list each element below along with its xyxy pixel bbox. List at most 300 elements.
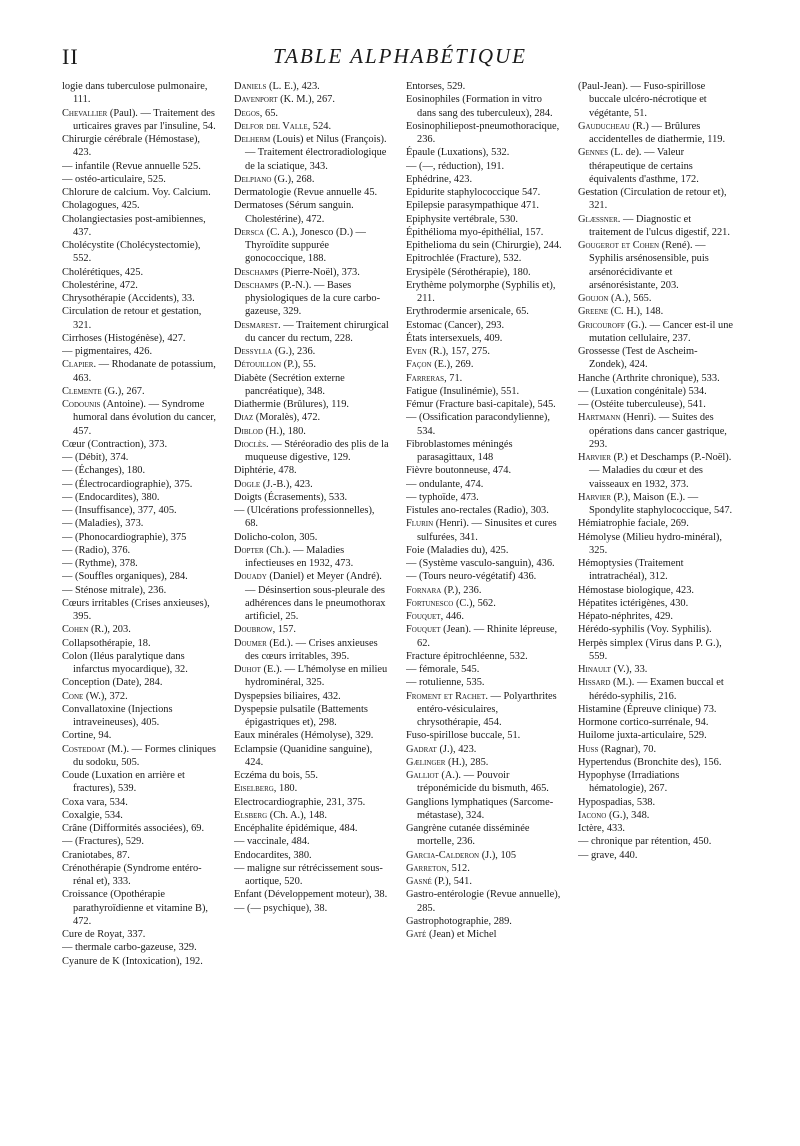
index-entry [62,941,218,954]
index-entry [578,769,734,796]
index-entry [406,478,562,491]
entry-author-name: Iacono [578,809,607,821]
entry-text: Cyanure de K (Intoxication), 192. [62,955,203,967]
entry-text: (Henri). — Suites des opérations dans cancer gastrique, 293. [589,412,727,450]
entry-text: Ganglions lymphatiques (Sarcome-métastase), 324. [406,796,554,821]
index-entry [62,279,218,292]
index-entry [406,186,562,199]
entry-author-name: Gælinger [406,756,446,768]
index-entry [578,319,734,346]
index-entry [406,398,562,411]
index-column-1 [62,80,218,1110]
index-entry [62,822,218,835]
index-entry [234,358,390,371]
index-entry [234,796,390,809]
index-entry [62,292,218,305]
index-entry [406,544,562,557]
index-entry [62,729,218,742]
entry-text: Eosinophiles (Formation in vitro dans sang des tuberculeux), 284. [406,94,553,119]
entry-author-name: Gauducheau [578,120,630,132]
index-entry [406,305,562,318]
index-entry [62,835,218,848]
index-entry [406,345,562,358]
entry-text: (J.-B.), 423. [260,478,313,490]
index-entry [578,835,734,848]
entry-text: Dyspepsies biliaires, 432. [234,690,341,702]
index-entry [62,849,218,862]
entry-text: Fatigue (Insulinémie), 551. [406,385,520,397]
entry-author-name: Clemente [62,385,102,397]
index-entry [406,676,562,689]
entry-text: (René). — Syphilis arsénosensible, puis arsénorécidivante et arsénorésistante, 203. [589,240,709,291]
entry-text: Eaux minérales (Hémolyse), 329. [234,730,374,742]
index-entry [234,743,390,770]
index-entry [234,769,390,782]
entry-text: Huilome juxta-articulaire, 529. [578,730,707,742]
entry-text: — (—, réduction), 191. [406,160,505,172]
entry-text: , 65. [259,107,278,119]
entry-text: Gangrène cutanée disséminée mortelle, 236. [406,823,530,848]
entry-text: États intersexuels, 409. [406,332,503,344]
entry-author-name: Galliot [406,770,439,781]
index-entry [578,517,734,530]
index-entry [406,915,562,928]
entry-author-name: Hinault [578,664,611,675]
entry-text: Diabète (Secrétion externe pancréatique), 348. [234,372,345,397]
entry-text: Ephédrine, 423. [406,173,473,185]
entry-text: — (Débit), 374. [62,452,129,463]
index-entry [406,756,562,769]
entry-text: (V.), 33. [610,664,648,675]
index-entry [578,610,734,623]
entry-text: Enfant (Développement moteur), 38. [234,889,388,901]
index-entry [578,292,734,305]
index-entry [578,623,734,636]
index-entry [406,80,562,93]
entry-text: Épithélioma myo-épithélial, 157. [406,226,544,238]
entry-text: . — Stéréoradio des plis de la muqueuse digestive, 129. [245,438,389,463]
entry-text: Eclampsie (Quanidine sanguine), 424. [234,743,373,768]
index-entry [578,584,734,597]
index-entry [62,199,218,212]
index-entry [234,345,390,358]
index-entry [234,438,390,465]
index-entry [578,372,734,385]
index-entry [406,888,562,915]
index-entry [234,822,390,835]
entry-author-name: Huss [578,743,599,755]
entry-text: Gestation (Circulation de retour et), 321. [578,187,727,212]
index-entry [406,411,562,438]
entry-text: (R.) — Brûlures accidentelles de diathermie, 119. [589,120,726,145]
entry-author-name: Even [406,346,427,357]
index-entry [62,888,218,928]
entry-text: Fracture épitrochléenne, 532. [406,650,528,662]
entry-text: (C. H.), 148. [608,306,664,318]
entry-text: (Ed.). — Crises anxieuses des cœurs irritables, 395. [245,637,378,662]
index-entry [578,822,734,835]
index-entry [578,597,734,610]
index-entry [234,411,390,424]
entry-text: Ictère, 433. [578,823,626,834]
index-entry [406,875,562,888]
entry-text: Hémiatrophie faciale, 269. [578,518,689,530]
index-entry [406,226,562,239]
index-column-4 [578,80,734,1110]
entry-text: logie dans tuberculose pulmonaire, 111. [62,81,208,106]
index-columns [62,80,740,1110]
index-column-3 [406,80,562,1110]
index-entry [62,862,218,889]
entry-text: (Ragnar), 70. [598,743,657,755]
index-entry [578,345,734,372]
index-entry [234,425,390,438]
entry-author-name: Daniels [234,81,267,92]
entry-text: Epilepsie parasympathique 471. [406,200,540,212]
index-entry [234,849,390,862]
index-entry [578,239,734,292]
entry-text: Collapsothérapie, 18. [62,637,151,649]
entry-text: (Daniel) et Meyer (André). — Désinsertion sous-pleurale des adhérences dans le pneumothorax artificiel, 25. [245,571,386,622]
entry-author-name: Diblod [234,425,263,437]
index-column-2 [234,80,390,1110]
index-entry [406,372,562,385]
entry-author-name: Cone [62,690,84,702]
entry-author-name: Harvier [578,452,611,463]
index-entry [406,650,562,663]
index-entry [62,451,218,464]
entry-author-name: Froment et Rachet [406,690,486,702]
entry-text: Epitrochlée (Fracture), 532. [406,253,522,265]
index-entry [406,570,562,583]
entry-text: — chronique par rétention, 450. [578,836,712,848]
index-entry [406,385,562,398]
entry-text: Erythème polymorphe (Syphilis et), 211. [406,279,556,304]
index-entry [578,716,734,729]
index-entry [406,173,562,186]
index-entry [578,411,734,451]
index-entry [62,623,218,636]
index-entry [234,372,390,399]
index-entry [578,809,734,822]
entry-text: — (Luxation congénitale) 534. [578,385,707,397]
index-entry [62,239,218,266]
entry-text: (Paul-Jean). — Fuso-spirillose buccale ulcéro-nécrotique et végétante, 51. [578,81,707,119]
entry-text: — vaccinale, 484. [234,836,310,848]
entry-text: — (— psychique), 38. [234,902,328,914]
index-entry [234,266,390,279]
index-entry [62,186,218,199]
index-entry [62,345,218,358]
index-entry [62,570,218,583]
entry-text: — ostéo-articulaire, 525. [62,173,166,185]
entry-author-name: Doumer [234,637,267,649]
entry-text: Epiphysite vertébrale, 530. [406,213,518,225]
index-entry [234,544,390,571]
index-entry [234,637,390,664]
index-entry [578,676,734,703]
index-entry [62,398,218,438]
entry-text: Erysipèle (Sérothérapie), 180. [406,266,531,278]
entry-text: Hanche (Arthrite chronique), 533. [578,372,720,384]
index-entry [578,663,734,676]
index-entry [406,120,562,147]
entry-text: (C.), 562. [453,597,496,609]
entry-text: Dermatologie (Revue annuelle 45. [234,187,378,198]
index-entry [578,637,734,664]
entry-author-name: Gricouroff [578,319,625,331]
entry-text: (P.), 55. [281,359,316,371]
entry-author-name: Dogle [234,478,261,490]
index-entry [578,146,734,186]
entry-author-name: Costedoat [62,743,106,755]
entry-author-name: Delfor del Valle [234,120,308,132]
index-entry [62,80,218,107]
entry-text: Eosinophiliepost-pneumothoracique, 236. [406,120,560,145]
entry-text: (Antoine). — Syndrome humoral dans évolution du cancer, 457. [73,399,216,437]
entry-text: . — Rhodanate de potassium, 463. [73,359,216,384]
entry-text: (P.), 541. [431,876,472,887]
index-entry [62,796,218,809]
index-entry [62,464,218,477]
entry-author-name: Doubrow [234,624,273,636]
index-entry [62,544,218,557]
index-entry [62,531,218,544]
entry-text: — (Maladies), 373. [62,518,144,530]
entry-author-name: Duhot [234,664,261,675]
entry-text: — infantile (Revue annuelle 525. [62,160,201,172]
running-title: TABLE ALPHABÉTIQUE [273,44,527,68]
index-entry [62,650,218,677]
index-entry [578,849,734,862]
entry-text: (W.), 372. [83,690,128,702]
entry-text: — thermale carbo-gazeuse, 329. [62,942,197,954]
index-entry [234,279,390,319]
index-entry [406,279,562,306]
entry-text: Encéphalite épidémique, 484. [234,823,358,834]
index-entry [406,849,562,862]
entry-text: Coxa vara, 534. [62,796,128,808]
entry-text: Chrysothérapie (Accidents), 33. [62,293,195,304]
entry-text: Histamine (Épreuve clinique) 73. [578,703,717,715]
index-entry [62,173,218,186]
entry-text: (J.), 105 [479,849,517,861]
index-entry [234,491,390,504]
index-entry [62,743,218,770]
entry-author-name: Delherm [234,134,271,145]
entry-author-name: Flurin [406,518,434,530]
entry-text: (K. M.), 267. [277,94,335,106]
index-entry [578,398,734,411]
index-entry [578,186,734,213]
entry-text: (R.), 203. [88,624,131,636]
entry-author-name: Gennes [578,147,609,159]
entry-author-name: Gasné [406,876,432,887]
entry-text: (L. E.), 423. [266,81,320,92]
entry-author-name: Eiselberg [234,783,274,795]
entry-text: — (Ulcérations professionnelles), 68. [234,505,375,530]
entry-text: Conception (Date), 284. [62,677,163,689]
index-entry [62,266,218,279]
entry-text: , 157. [272,624,297,636]
index-entry [578,213,734,240]
entry-text: Cirrhoses (Histogénèse), 427. [62,332,186,344]
entry-text: Fémur (Fracture basi-capitale), 545. [406,399,556,410]
entry-text: (H.), 180. [262,425,306,437]
entry-text: , 512. [446,862,470,874]
entry-text: — (Radio), 376. [62,544,131,556]
index-entry [578,796,734,809]
entry-author-name: Gadrat [406,743,437,755]
entry-text: Erythrodermie arsenicale, 65. [406,306,529,318]
entry-text: — typhoïde, 473. [406,491,479,503]
entry-text: Croissance (Opothérapie parathyroïdienne et vitamine B), 472. [62,889,209,927]
entry-author-name: Clapier [62,359,94,371]
index-entry [234,173,390,186]
entry-text: Cholagogues, 425. [62,200,140,212]
entry-author-name: Hissard [578,677,611,689]
entry-text: . — Polyarthrites entéro-vésiculaires, chrysothérapie, 454. [417,690,557,728]
entry-text: Epidurite staphylococcique 547. [406,187,541,198]
index-entry [406,252,562,265]
index-entry [406,597,562,610]
index-entry [578,531,734,558]
index-entry [234,782,390,795]
index-entry [578,703,734,716]
entry-text: Cœur (Contraction), 373. [62,438,168,450]
entry-text: (M.). — Formes cliniques du sodoku, 505. [73,743,216,768]
index-entry [62,597,218,624]
index-entry [62,504,218,517]
index-entry [406,610,562,623]
entry-text: Dolicho-colon, 305. [234,531,318,543]
entry-text: . — Diagnostic et traitement de l'ulcus digestif, 221. [589,213,730,238]
entry-text: Dermatoses (Sérum sanguin. Cholestérine), 472. [234,200,354,225]
entry-text: , 71. [444,372,463,384]
index-entry [406,663,562,676]
entry-text: Fièvre boutonneuse, 474. [406,465,512,477]
entry-author-name: Gaté [406,929,427,940]
entry-author-name: Davenport [234,94,278,106]
index-entry [234,398,390,411]
entry-text: Hypospadias, 538. [578,796,656,808]
entry-text: (G.), 236. [272,346,316,357]
index-entry [234,133,390,173]
entry-author-name: Desmarest [234,319,279,331]
entry-author-name: Glæssner [578,213,618,225]
entry-text: — (Insuffisance), 377, 405. [62,505,177,516]
entry-text: Chirurgie cérébrale (Hémostase), 423. [62,134,201,159]
index-entry [62,769,218,796]
entry-text: Estomac (Cancer), 293. [406,319,505,331]
index-entry [62,584,218,597]
index-entry [406,332,562,345]
index-entry [234,478,390,491]
index-entry [578,120,734,147]
index-entry [406,743,562,756]
entry-text: — grave, 440. [578,849,638,861]
entry-text: — (Rythme), 378. [62,558,138,569]
entry-text: (L. de). — Valeur thérapeutique de certains équivalents d'asthme, 172. [589,147,699,185]
entry-text: Circulation de retour et gestation, 321. [62,306,202,331]
entry-text: Hémostase biologique, 423. [578,584,695,596]
entry-text: Craniotabes, 87. [62,849,130,861]
index-entry [406,769,562,796]
entry-text: Cholérétiques, 425. [62,266,144,278]
entry-text: Hypertendus (Bronchite des), 156. [578,756,722,768]
entry-text: (G.). — Cancer est-il une mutation cellulaire, 237. [589,319,733,344]
index-entry [406,623,562,650]
entry-text: (Moralès), 472. [253,412,321,424]
entry-text: Epithelioma du sein (Chirurgie), 244. [406,240,562,251]
entry-text: (Pierre-Noël), 373. [278,266,360,278]
index-entry [234,531,390,544]
index-entry [578,491,734,518]
index-entry [406,319,562,332]
entry-text: — Sténose mitrale), 236. [62,584,167,596]
entry-text: — fémorale, 545. [406,664,480,675]
entry-text: Cure de Royat, 337. [62,929,146,940]
entry-text: Cortine, 94. [62,730,112,742]
index-entry [62,385,218,398]
entry-author-name: Harvier [578,491,611,503]
index-entry [406,266,562,279]
index-entry [578,385,734,398]
entry-text: (A.). — Pouvoir tréponémicide du bismuth, 465. [417,770,549,795]
index-entry [578,743,734,756]
entry-text: — (Échanges), 180. [62,465,146,477]
entry-text: , 446. [440,611,464,622]
entry-text: — pigmentaires, 426. [62,346,153,357]
index-entry [62,438,218,451]
entry-text: — (Système vasculo-sanguin), 436. [406,558,555,569]
entry-text: — (Électrocardiographie), 375. [62,478,193,490]
entry-text: Eczéma du bois, 55. [234,770,318,781]
index-entry [406,729,562,742]
index-entry [406,199,562,212]
entry-author-name: Deschamps [234,266,279,278]
index-entry [62,955,218,968]
entry-author-name: Garreton [406,862,447,874]
entry-text: Endocardites, 380. [234,849,312,861]
index-entry [234,862,390,889]
entry-text: (E.), 269. [431,359,474,371]
index-entry [62,517,218,530]
entry-text: (C. A.), Jonesco (D.) — Thyroïdite suppurée gonococcique, 188. [245,226,366,265]
index-entry [62,332,218,345]
entry-author-name: Fouquet [406,624,441,636]
entry-text: Convallatoxine (Injections intraveineuses), 405. [62,703,173,728]
entry-text: Gastrophotographie, 289. [406,915,512,927]
entry-author-name: Deschamps [234,279,279,291]
index-entry [406,464,562,477]
index-entry [234,319,390,346]
entry-text: Épaule (Luxations), 532. [406,147,510,159]
index-entry [62,557,218,570]
entry-text: (P.), 236. [441,584,482,596]
entry-text: — (Endocardites), 380. [62,491,160,503]
entry-text: (Paul). — Traitement des urticaires graves par l'insuline, 54. [73,107,216,132]
index-entry [406,239,562,252]
entry-text: Hérédo-syphilis (Voy. Syphilis). [578,624,712,636]
index-entry [62,703,218,730]
entry-text: Hémoptysies (Traitement intratrachéal), 312. [578,558,684,583]
index-entry [234,809,390,822]
entry-text: (R.), 157, 275. [426,346,490,357]
index-entry [62,928,218,941]
entry-text: (P.), Maison (E.). — Spondylite staphylococcique, 547. [589,491,733,516]
index-entry [234,729,390,742]
